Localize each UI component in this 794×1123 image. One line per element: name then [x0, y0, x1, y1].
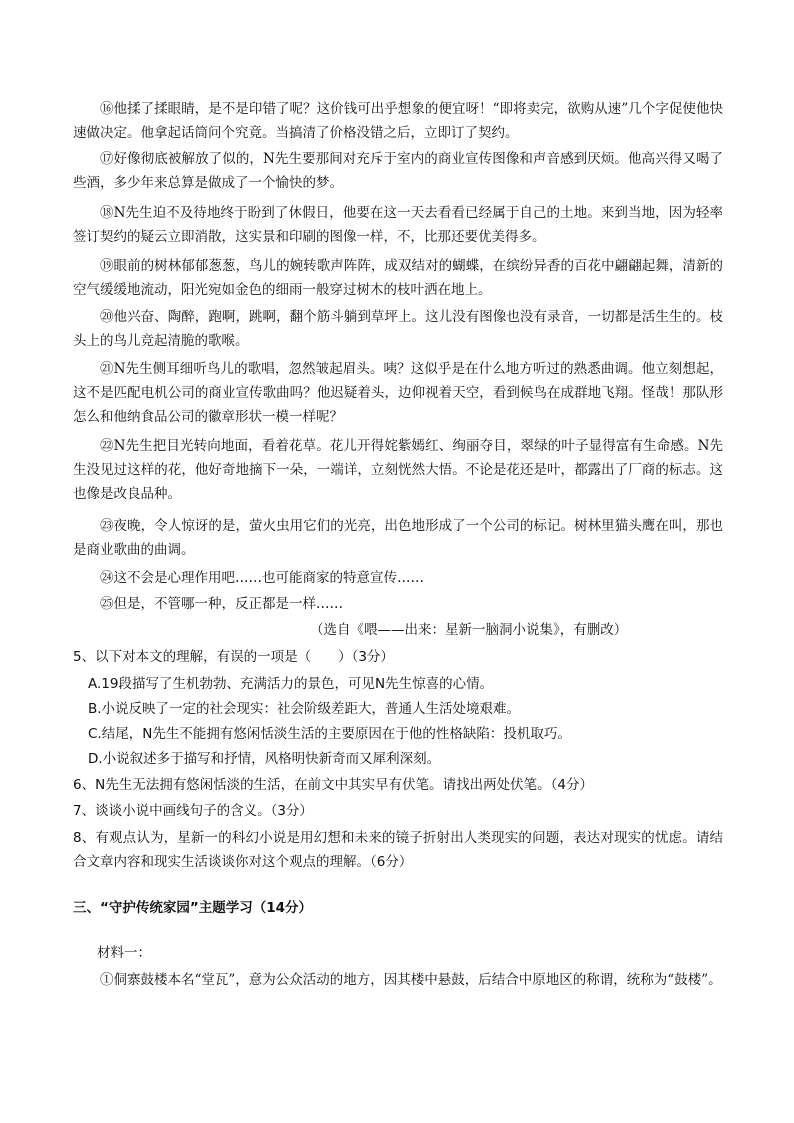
paragraph-19: ⑲眼前的树林郁郁葱葱，鸟儿的婉转歌声阵阵，成双结对的蝴蝶，在缤纷异香的百花中翩翩起舞，清新的空气缓缓地流动，阳光宛如金色的细雨一般穿过树木的枝叶洒在地上。: [73, 258, 723, 298]
question-5-stem: 5、以下对本文的理解，有误的一项是（ ）（3分）: [73, 649, 394, 665]
paragraph-21: ㉑N先生侧耳细听鸟儿的歌唱，忽然皱起眉头。咦？这似乎是在什么地方听过的熟悉曲调。他立刻想起，这不是匹配电机公司的商业宣传歌曲吗？他迟疑着头，边仰视着天空，看到候鸟在成群地飞翔。怪哉！那队形怎么和他纳食品公司的徽章形状一模一样呢？: [73, 361, 723, 425]
question-5-option-a: A.19段描写了生机勃勃、充满活力的景色，可见N先生惊喜的心情。: [88, 676, 494, 692]
question-5-option-d: D.小说叙述多于描写和抒情，风格明快新奇而又犀利深刻。: [88, 751, 441, 767]
paragraph-24: ㉔这不会是心理作用吧……也可能商家的特意宣传……: [100, 570, 424, 586]
paragraph-25: ㉕但是，不管哪一种，反正都是一样……: [100, 596, 343, 612]
question-5-option-b: B.小说反映了一定的社会现实：社会阶级差距大，普通人生活处境艰难。: [88, 701, 521, 717]
question-6: 6、N先生无法拥有悠闲恬淡的生活，在前文中其实早有伏笔。请找出两处伏笔。（4分）: [73, 777, 594, 793]
material-1-text: ①侗寨鼓楼本名“堂瓦”，意为公众活动的地方，因其楼中悬鼓，后结合中原地区的称谓，统称为“鼓楼”。: [100, 972, 722, 988]
paragraph-23: ㉓夜晚，令人惊讶的是，萤火虫用它们的光亮，出色地形成了一个公司的标记。树林里猫头鹰在叫，那也是商业歌曲的曲调。: [73, 518, 723, 558]
source-citation: （选自《喂——出来：星新一脑洞小说集》，有删改）: [310, 622, 628, 638]
section-3-title: 三、“守护传统家园”主题学习（14分）: [73, 900, 313, 916]
paragraph-18: ⑱N先生迫不及待地终于盼到了休假日，他要在这一天去看看已经属于自己的土地。来到当地，因为轻率签订契约的疑云立即消散，这实景和印刷的图像一样，不，比那还要优美得多。: [73, 205, 723, 245]
paragraph-17: ⑰好像彻底被解放了似的，N先生要那间对充斥于室内的商业宣传图像和声音感到厌烦。他高兴得又喝了些酒，多少年来总算是做成了一个愉快的梦。: [73, 151, 723, 191]
paragraph-16: ⑯他揉了揉眼睛，是不是印错了呢？这价钱可出乎想象的便宜呀！“即将卖完，欲购从速”几个字促使他快速做决定。他拿起话筒问个究竟。当搞清了价格没错之后，立即订了契约。: [73, 101, 723, 141]
question-8: 8、有观点认为，星新一的科幻小说是用幻想和未来的镜子折射出人类现实的问题，表达对现实的忧虑。请结合文章内容和现实生活谈谈你对这个观点的理解。（6分）: [73, 830, 723, 870]
material-1-label: 材料一：: [97, 945, 151, 961]
paragraph-20: ⑳他兴奋、陶醉，跑啊，跳啊，翻个筋斗躺到草坪上。这儿没有图像也没有录音，一切都是活生生的。枝头上的鸟儿竞起清脆的歌喉。: [73, 309, 723, 349]
paragraph-22: ㉒N先生把目光转向地面，看着花草。花儿开得姹紫嫣红、绚丽夺目，翠绿的叶子显得富有生命感。N先生没见过这样的花，他好奇地摘下一朵，一端详，立刻恍然大悟。不论是花还是叶，都露出了厂商的标志。这也像是改良品种。: [73, 438, 723, 502]
question-5-option-c: C.结尾，N先生不能拥有悠闲恬淡生活的主要原因在于他的性格缺陷：投机取巧。: [88, 726, 571, 742]
question-7: 7、谈谈小说中画线句子的含义。（3分）: [73, 803, 313, 819]
